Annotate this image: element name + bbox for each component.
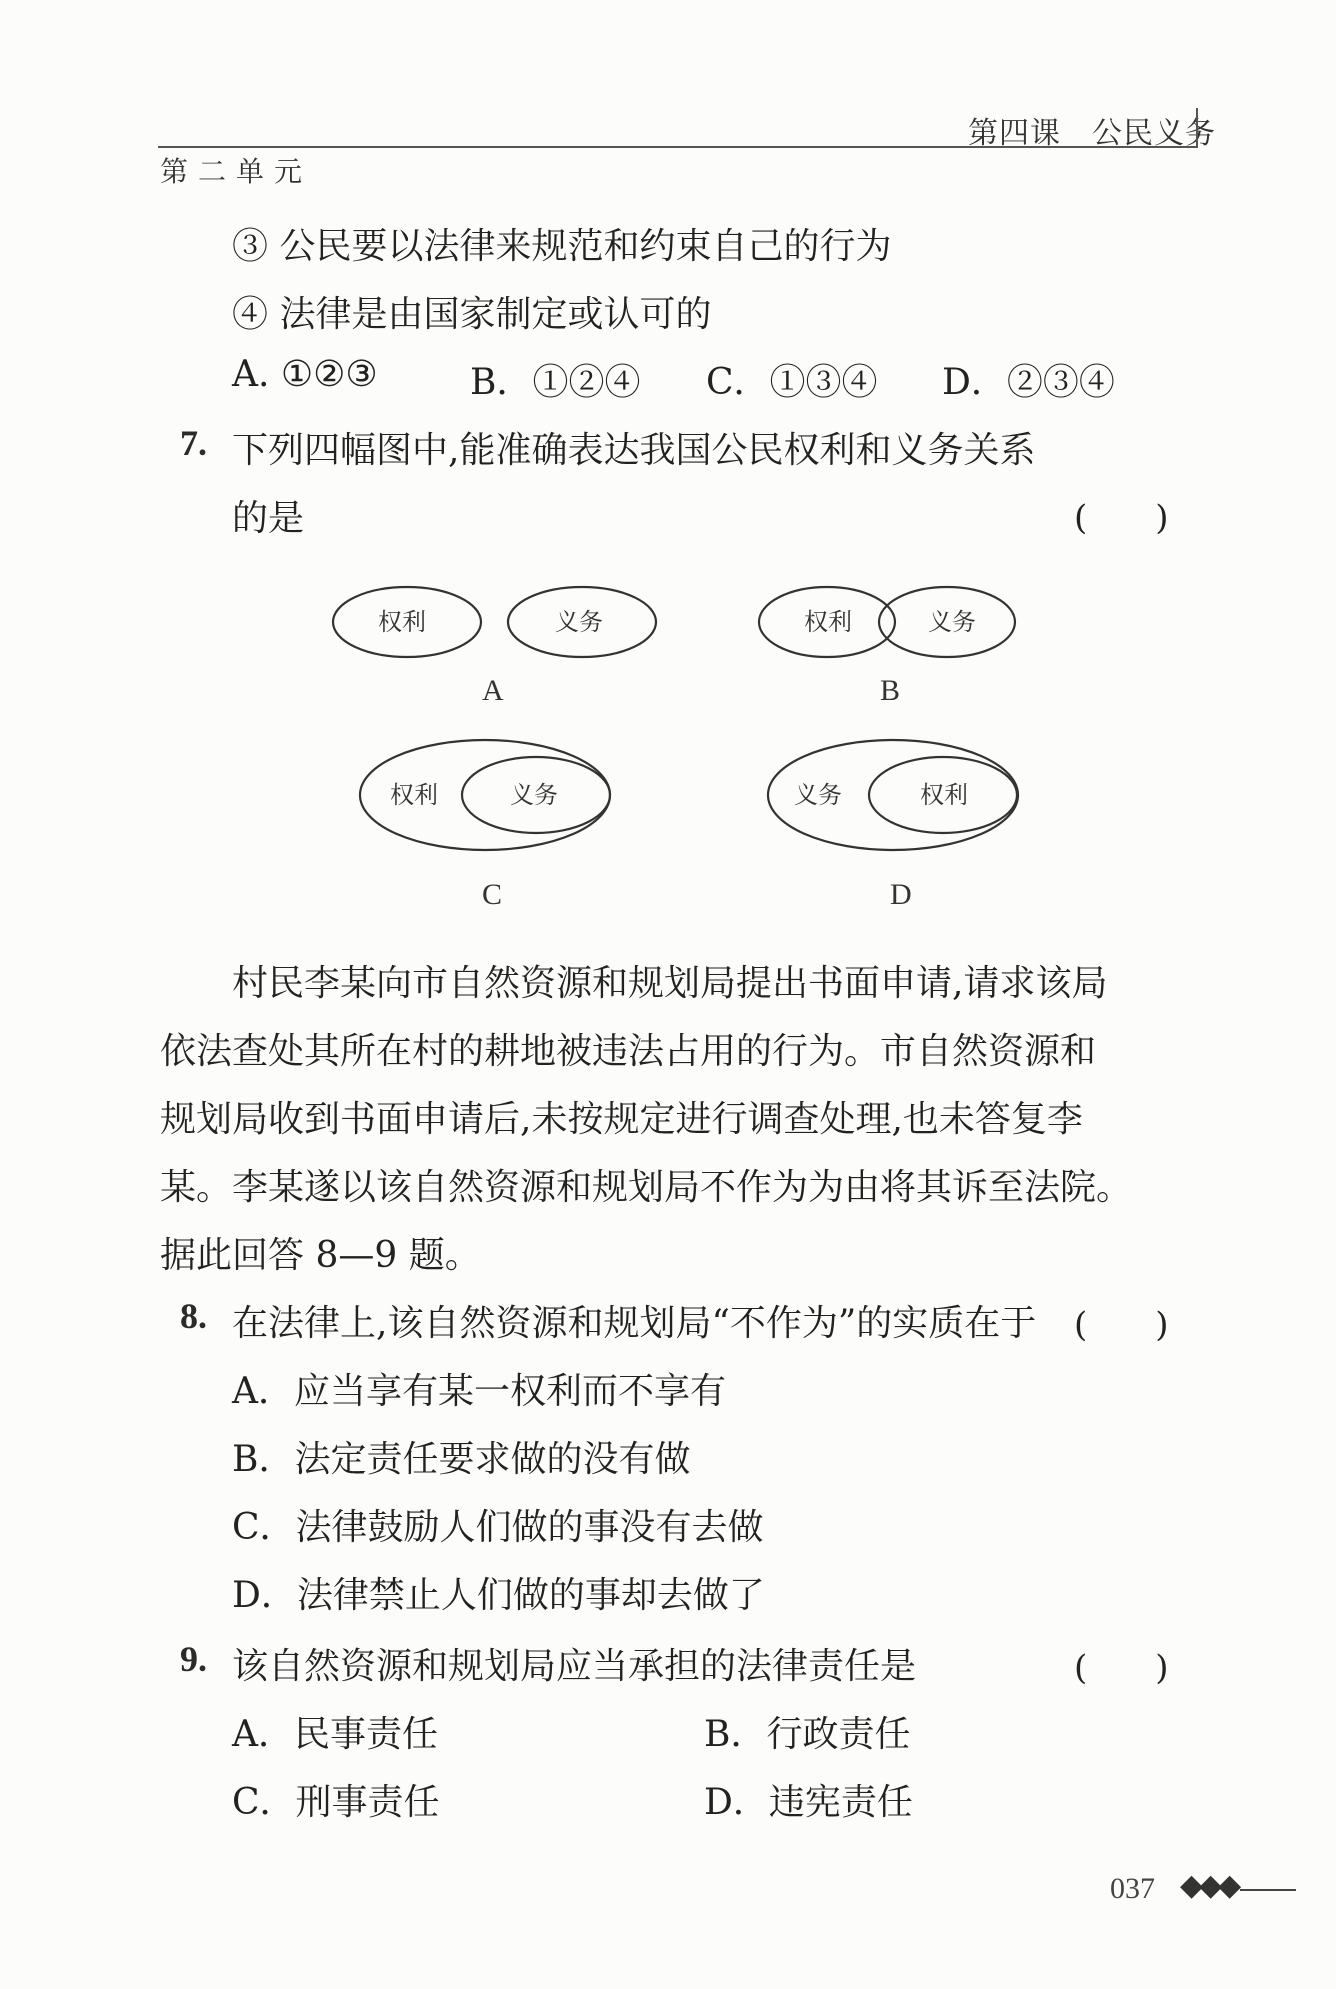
q9-option-b: B．行政责任 (704, 1714, 911, 1755)
header-bar (1196, 108, 1198, 148)
q7-text-line1: 下列四幅图中,能准确表达我国公民权利和义务关系 (232, 430, 1036, 471)
q7-number: 7. (180, 423, 207, 463)
diagram-d-caption: D (890, 878, 912, 911)
q9-answer-bracket: ( ) (1074, 1648, 1169, 1688)
passage-line-4: 某。李某遂以该自然资源和规划局不作为为由将其诉至法院。 (160, 1167, 1133, 1208)
diagram-c (360, 740, 610, 850)
option-item-4: ④ 法律是由国家制定或认可的 (232, 294, 712, 335)
q9-number: 9. (180, 1639, 207, 1679)
diagram-a-caption: A (482, 674, 504, 707)
q8-answer-bracket: ( ) (1074, 1305, 1169, 1345)
q8-option-c: C．法律鼓励人们做的事没有去做 (232, 1507, 764, 1548)
passage-line-5: 据此回答 8—9 题。 (160, 1235, 481, 1276)
diagram-d (768, 740, 1018, 850)
diagram-b-caption: B (880, 674, 901, 707)
q8-text: 在法律上,该自然资源和规划局“不作为”的实质在于 (232, 1303, 1037, 1344)
q9-option-d: D．违宪责任 (704, 1782, 913, 1823)
q8-option-d: D．法律禁止人们做的事却去做了 (232, 1575, 765, 1616)
footer-ornament-icon: ◆◆◆ (1180, 1868, 1238, 1903)
page-number: 037 (1110, 1872, 1155, 1905)
diagram-a (333, 587, 656, 657)
q7-answer-bracket: ( ) (1074, 498, 1169, 538)
q9-option-a: A．民事责任 (232, 1714, 438, 1755)
q8-option-b: B．法定责任要求做的没有做 (232, 1439, 691, 1480)
diagram-d-outer-label: 义务 (794, 781, 842, 809)
diagram-b-right-label: 义务 (928, 608, 976, 636)
choice-d: D．②③④ (942, 362, 1115, 403)
diagram-a-left-label: 权利 (378, 608, 426, 636)
header-rule (158, 146, 1198, 148)
diagram-c-inner-label: 义务 (510, 781, 558, 809)
q7-text-line2: 的是 (232, 498, 305, 539)
q8-option-a: A．应当享有某一权利而不享有 (232, 1371, 726, 1412)
q9-text: 该自然资源和规划局应当承担的法律责任是 (232, 1646, 917, 1687)
passage-line-3: 规划局收到书面申请后,未按规定进行调查处理,也未答复李 (160, 1099, 1083, 1140)
q7-diagrams (0, 560, 1336, 920)
diagram-b-left-label: 权利 (804, 608, 852, 636)
lesson-title: 第四课 公民义务 (968, 116, 1216, 151)
q9-option-c: C．刑事责任 (232, 1782, 440, 1823)
diagram-c-caption: C (482, 878, 503, 911)
q8-number: 8. (180, 1296, 207, 1336)
choice-c: C．①③④ (706, 362, 878, 403)
diagram-c-outer-label: 权利 (390, 781, 438, 809)
option-item-3: ③ 公民要以法律来规范和约束自己的行为 (232, 226, 892, 267)
choice-a: A. ①②③ (232, 354, 378, 395)
unit-label: 第二单元 (160, 155, 313, 188)
passage-line-1: 村民李某向市自然资源和规划局提出书面申请,请求该局 (232, 963, 1108, 1004)
diagram-d-inner-label: 权利 (920, 781, 968, 809)
passage-line-2: 依法查处其所在村的耕地被违法占用的行为。市自然资源和 (160, 1031, 1097, 1072)
footer-rule (1240, 1889, 1296, 1891)
diagram-b (759, 587, 1015, 657)
choice-b: B．①②④ (470, 362, 641, 403)
diagram-a-right-label: 义务 (555, 608, 603, 636)
